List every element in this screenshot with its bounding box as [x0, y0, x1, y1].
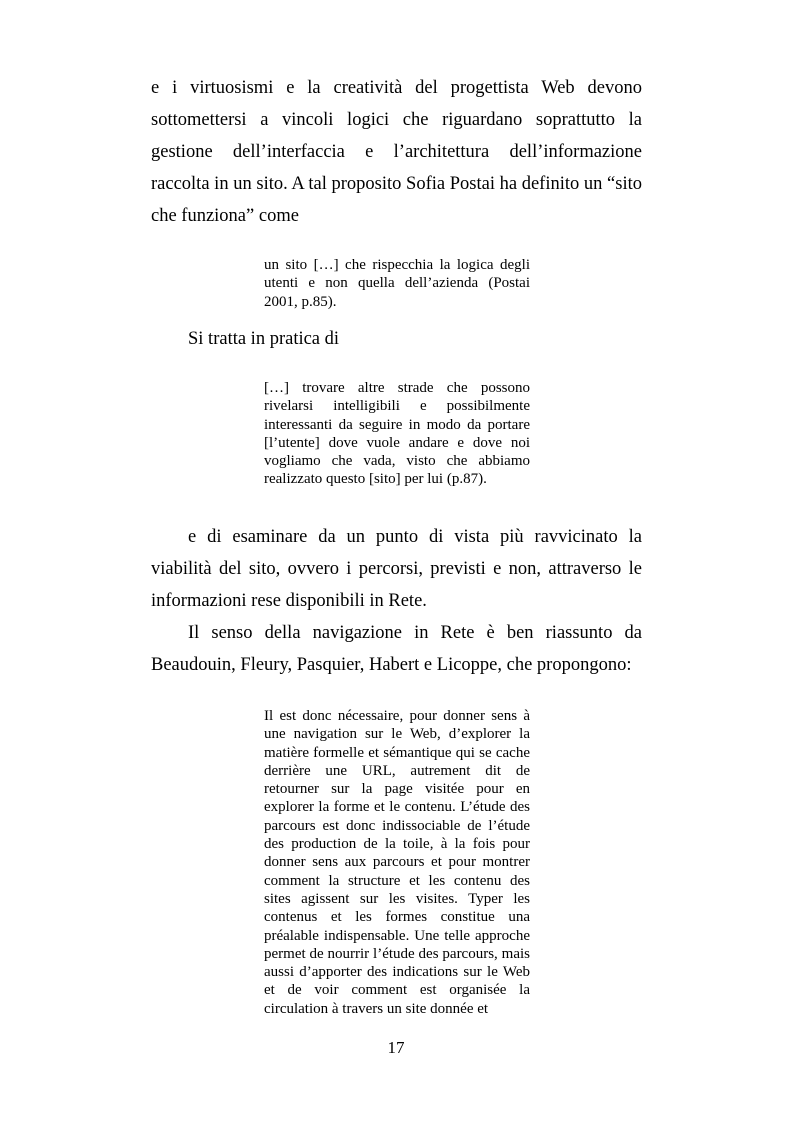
body-paragraph-4: Il senso della navigazione in Rete è ben riassunto da Beaudouin, Fleury, Pasquier, Habert e Licoppe, che propongono: [151, 623, 642, 675]
block-quote-2: […] trovare altre strade che possono rivelarsi intelligibili e possibilmente interessanti da seguire in modo da portare [l’utente] dove vuole andare e dove noi vogliamo che vada, visto che abbiamo realizzato questo [sito] per lui (p.87). [264, 380, 530, 488]
block-quote-3: Il est donc nécessaire, pour donner sens à une navigation sur le Web, d’explorer la matière formelle et sémantique qui se cache derrière une URL, autrement dit de retourner sur la page visitée pour en explorer la forme et le contenu. L’étude des parcours est donc indissociable de l’étude des production de la toile, à la fois pour donner sens aux parcours et pour montrer comment la structure et les contenu des sites agissent sur les visites. Typer les contenus et les formes constitue una préalable indispensable. Une telle approche permet de nourrir l’étude des parcours, mais aussi d’apporter des indications sur le Web et de voir comment est organisée la circulation à travers un site donnée et [264, 708, 530, 1017]
body-paragraph-2: Si tratta in pratica di [188, 329, 340, 349]
body-paragraph-1: e i virtuosismi e la creatività del progettista Web devono sottomettersi a vincoli logici che riguardano soprattutto la gestione dell’interfaccia e l’architettura dell’informazione raccolta in un sito. A tal proposito Sofia Postai ha definito un “sito che funziona” come [151, 78, 642, 226]
page-number: 17 [387, 1038, 405, 1057]
block-quote-1: un sito […] che rispecchia la logica degli utenti e non quella dell’azienda (Postai 2001, p.85). [264, 257, 530, 310]
body-paragraph-3: e di esaminare da un punto di vista più ravvicinato la viabilità del sito, ovvero i percorsi, previsti e non, attraverso le informazioni rese disponibili in Rete. [151, 527, 642, 611]
